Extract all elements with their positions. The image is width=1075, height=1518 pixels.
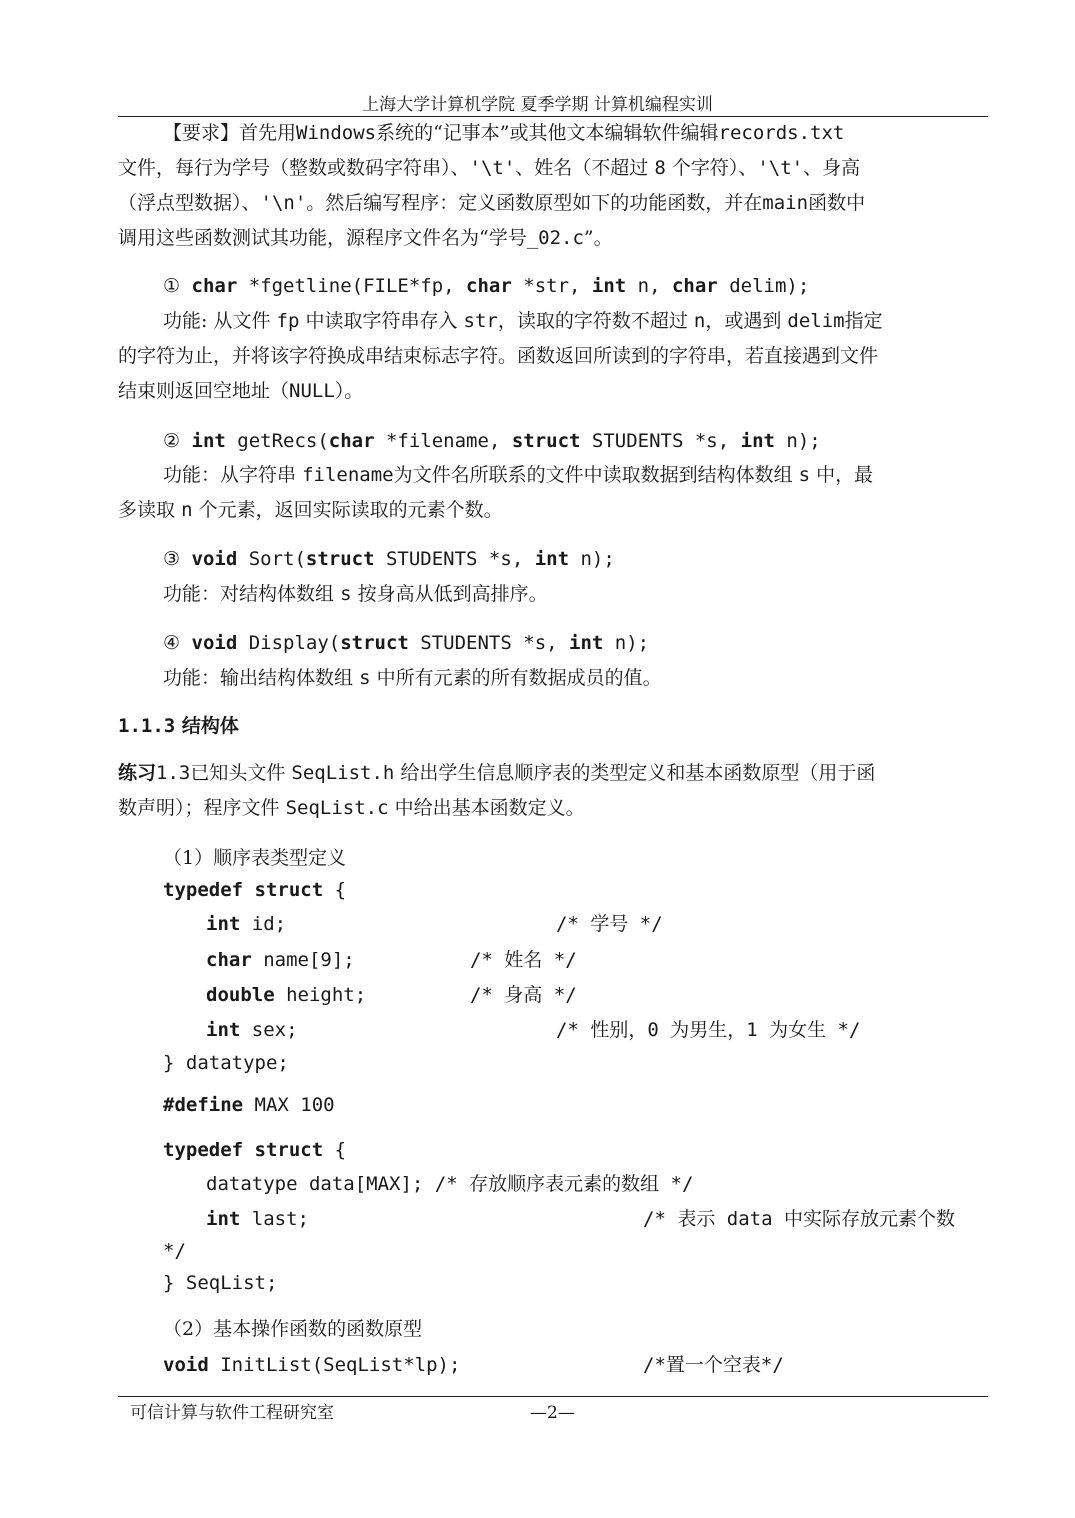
code-comment-name: /* 姓名 */ bbox=[470, 949, 577, 971]
code-line-id: int id; bbox=[206, 913, 287, 935]
requirement-line-4: 调用这些函数测试其功能，源程序文件名为“学号_02.c”。 bbox=[118, 227, 613, 249]
footer-lab-name: 可信计算与软件工程研究室 bbox=[130, 1403, 334, 1423]
function-2-prototype: ② int getRecs(char *filename, struct STUDENTS *s, int n); bbox=[163, 430, 821, 452]
code-line-sex: int sex; bbox=[206, 1019, 298, 1041]
function-2-desc-2: 多读取 n 个元素，返回实际读取的元素个数。 bbox=[118, 499, 503, 521]
code-line-seqlist-end: } SeqList; bbox=[163, 1272, 278, 1294]
code-comment-last: /* 表示 data 中实际存放元素个数 bbox=[643, 1208, 955, 1230]
function-3-desc: 功能：对结构体数组 s 按身高从低到高排序。 bbox=[163, 583, 548, 605]
footer-rule bbox=[118, 1396, 988, 1397]
code-line-height: double height; bbox=[206, 984, 367, 1006]
requirement-line-3: （浮点型数据）、'\n'。然后编写程序：定义函数原型如下的功能函数，并在main函数中 bbox=[118, 192, 866, 214]
function-1-desc-1: 功能: 从文件 fp 中读取字符串存入 str，读取的字符数不超过 n，或遇到 delim指定 bbox=[163, 310, 883, 332]
code-line-name: char name[9]; bbox=[206, 949, 355, 971]
code-line-data: datatype data[MAX]; /* 存放顺序表元素的数组 */ bbox=[206, 1173, 694, 1195]
function-2-desc-1: 功能：从字符串 filename为文件名所联系的文件中读取数据到结构体数组 s 中，最 bbox=[163, 464, 874, 486]
requirement-line-2: 文件，每行为学号（整数或数码字符串）、'\t'、姓名（不超过 8 个字符）、'\t'、身高 bbox=[118, 157, 861, 179]
code-comment-last-end: */ bbox=[163, 1240, 186, 1262]
page-number: —2— bbox=[530, 1403, 575, 1423]
header-rule bbox=[118, 116, 988, 117]
function-4-desc: 功能：输出结构体数组 s 中所有元素的所有数据成员的值。 bbox=[163, 667, 662, 689]
code-line-datatype-end: } datatype; bbox=[163, 1052, 289, 1074]
function-3-prototype: ③ void Sort(struct STUDENTS *s, int n); bbox=[163, 548, 615, 570]
code-line-initlist: void InitList(SeqList*lp); bbox=[163, 1354, 461, 1376]
code-comment-initlist: /*置一个空表*/ bbox=[643, 1354, 784, 1376]
code-line-define: #define MAX 100 bbox=[163, 1094, 335, 1116]
code-line-typedef-2: typedef struct { bbox=[163, 1139, 347, 1161]
code-line-last: int last; bbox=[206, 1208, 309, 1230]
code-comment-sex: /* 性别，0 为男生，1 为女生 */ bbox=[556, 1019, 861, 1041]
requirement-line-1: 【要求】首先用Windows系统的“记事本”或其他文本编辑软件编辑records.txt bbox=[163, 122, 845, 144]
function-1-desc-3: 结束则返回空地址（NULL）。 bbox=[118, 380, 364, 402]
code-heading-2: （2）基本操作函数的函数原型 bbox=[163, 1318, 423, 1340]
function-1-desc-2: 的字符为止，并将该字符换成串结束标志字符。函数返回所读到的字符串，若直接遇到文件 bbox=[118, 345, 879, 367]
code-heading-1: （1）顺序表类型定义 bbox=[163, 847, 347, 869]
exercise-line-1: 练习1.3已知头文件 SeqList.h 给出学生信息顺序表的类型定义和基本函数原型（用于函 bbox=[118, 762, 876, 784]
page-header: 上海大学计算机学院 夏季学期 计算机编程实训 bbox=[362, 95, 713, 115]
code-line-typedef-1: typedef struct { bbox=[163, 879, 347, 901]
function-4-prototype: ④ void Display(struct STUDENTS *s, int n); bbox=[163, 632, 650, 654]
exercise-line-2: 数声明）；程序文件 SeqList.c 中给出基本函数定义。 bbox=[118, 797, 585, 819]
section-heading: 1.1.3 结构体 bbox=[118, 715, 239, 737]
function-1-prototype: ① char *fgetline(FILE*fp, char *str, int n, char delim); bbox=[163, 275, 810, 297]
code-comment-height: /* 身高 */ bbox=[470, 984, 577, 1006]
code-comment-id: /* 学号 */ bbox=[556, 913, 663, 935]
